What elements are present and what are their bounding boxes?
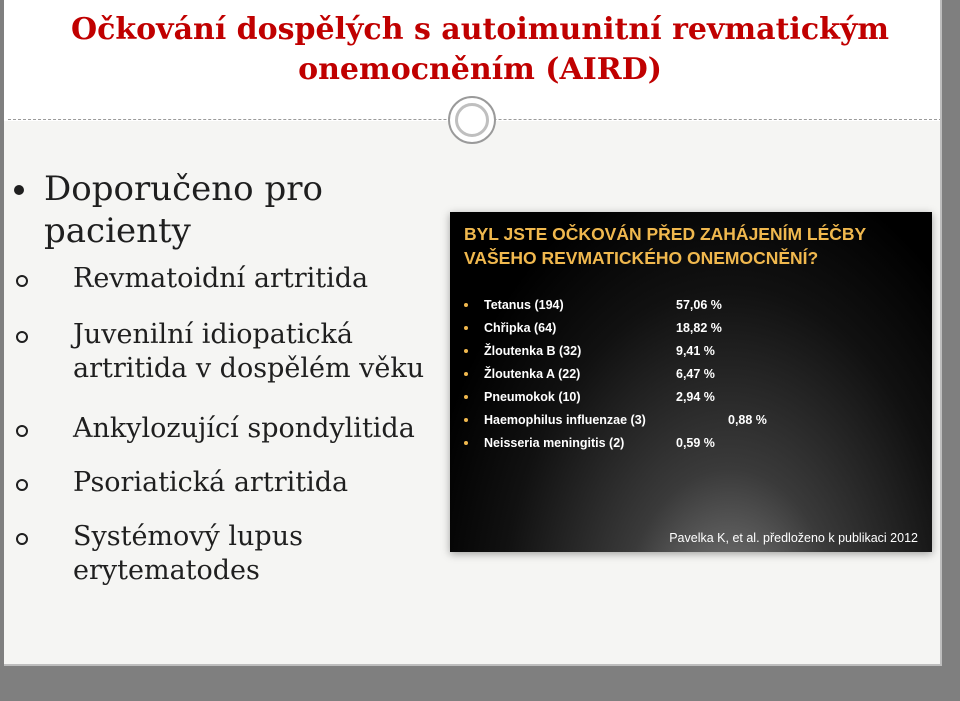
main-bullet-line1: Doporučeno pro (44, 169, 323, 209)
vaccine-percent: 0,88 % (728, 413, 767, 427)
vaccine-name: Haemophilus influenzae (3) (484, 413, 646, 427)
slide-title-line1: Očkování dospělých s autoimunitní revmatickým (70, 12, 890, 47)
vaccine-percent: 18,82 % (676, 321, 722, 335)
sub-item-line2: erytematodes (73, 555, 260, 586)
vaccine-name: Neisseria meningitis (2) (484, 436, 625, 450)
frame-left (0, 0, 4, 701)
slide-title-line2: onemocněním (AIRD) (298, 52, 662, 87)
vaccine-percent: 6,47 % (676, 367, 715, 381)
sub-item-line1: Revmatoidní artritida (73, 263, 369, 294)
vaccine-percent: 9,41 % (676, 344, 715, 358)
vaccine-row (450, 365, 932, 385)
bullet-dot-icon (14, 185, 24, 195)
sub-item-line1: Psoriatická artritida (73, 467, 349, 498)
vaccine-row (450, 342, 932, 362)
vaccine-name: Pneumokok (10) (484, 390, 581, 404)
sub-item-line1: Ankylozující spondylitida (73, 413, 415, 444)
vaccine-percent: 0,59 % (676, 436, 715, 450)
frame-right (942, 0, 960, 701)
sub-item-line2: artritida v dospělém věku (73, 353, 425, 384)
circle-bullet-icon (16, 533, 28, 545)
row-bullet-icon (464, 395, 468, 399)
row-bullet-icon (464, 303, 468, 307)
vaccine-percent: 2,94 % (676, 390, 715, 404)
sub-item-juvenile-arthritis (14, 318, 444, 386)
vaccine-row (450, 388, 932, 408)
ring-ornament-inner-icon (455, 103, 489, 137)
sub-item-psoriatic-arthritis (14, 466, 444, 500)
circle-bullet-icon (16, 425, 28, 437)
sub-item-rheumatoid-arthritis (14, 262, 444, 296)
frame-bottom (0, 666, 960, 701)
citation: Pavelka K, et al. předloženo k publikaci 2012 (669, 531, 918, 545)
vaccine-name: Žloutenka B (32) (484, 344, 582, 358)
vaccine-row (450, 434, 932, 454)
panel-title-line2: VAŠEHO REVMATICKÉHO ONEMOCNĚNÍ? (464, 248, 819, 268)
main-bullet-line2: pacienty (44, 211, 191, 251)
main-bullet (14, 168, 434, 252)
row-bullet-icon (464, 441, 468, 445)
row-bullet-icon (464, 326, 468, 330)
sub-item-ankylosing-spondylitis (14, 412, 444, 446)
vaccine-name: Žloutenka A (22) (484, 367, 581, 381)
circle-bullet-icon (16, 331, 28, 343)
vaccine-row (450, 411, 932, 431)
vaccine-percent: 57,06 % (676, 298, 722, 312)
vaccine-row (450, 319, 932, 339)
panel-title (464, 222, 924, 270)
vaccine-row (450, 296, 932, 316)
row-bullet-icon (464, 372, 468, 376)
vaccination-panel (450, 212, 932, 552)
panel-title-line1: BYL JSTE OČKOVÁN PŘED ZAHÁJENÍM LÉČBY (464, 224, 867, 244)
sub-item-lupus (14, 520, 444, 588)
circle-bullet-icon (16, 479, 28, 491)
circle-bullet-icon (16, 275, 28, 287)
row-bullet-icon (464, 349, 468, 353)
sub-item-line1: Systémový lupus (73, 521, 303, 552)
slide-title (20, 10, 940, 90)
sub-item-line1: Juvenilní idiopatická (73, 319, 353, 350)
vaccine-name: Chřipka (64) (484, 321, 557, 335)
vaccine-name: Tetanus (194) (484, 298, 564, 312)
row-bullet-icon (464, 418, 468, 422)
